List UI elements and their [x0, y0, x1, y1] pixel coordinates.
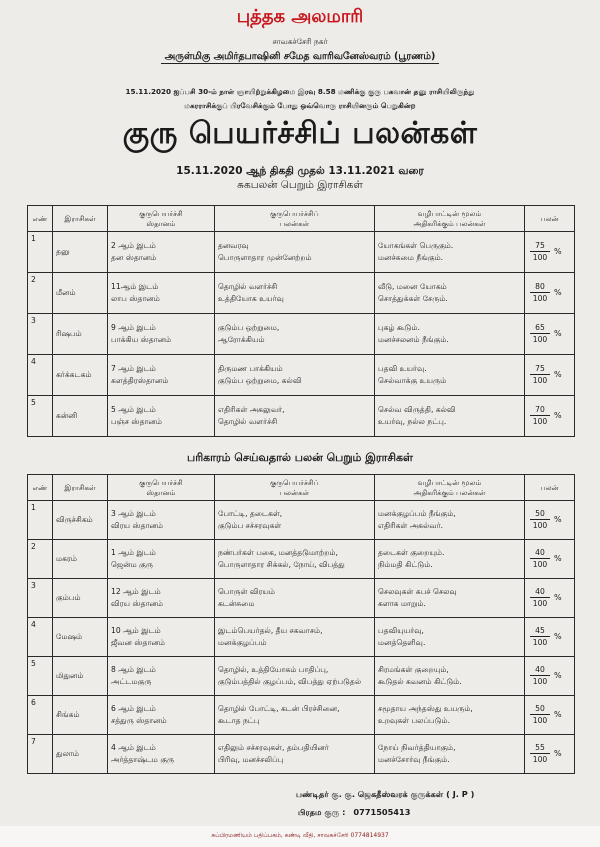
- intro-line-2: மகரராசிக்குப் பிரவேசிக்கும் போது ஒவ்வொரு ராசியினரும் பெறுகின்ற: [184, 101, 416, 110]
- period-line: 15.11.2020 ஆந் திகதி முதல் 13.11.2021 வரை: [176, 165, 424, 177]
- remedy-results-body: [28, 501, 575, 774]
- score-cell: [525, 696, 575, 735]
- percent-sign: %: [554, 554, 562, 563]
- row-number: 3: [28, 579, 53, 618]
- guru-position: 9 ஆம் இடம் பாக்கிய ஸ்தானம்: [108, 314, 215, 355]
- worship-benefits: நோய் நிவர்த்தியாகும், மனச்சோர்வு நீங்கும்.: [375, 735, 525, 774]
- intro-line-1: 15.11.2020 ஐப்பசி 30-ம் நாள் ஞாயிற்றுக்கிழமை இரவு 8.58 மணிக்கு குரு பகவான் தனு ராசியிலிருந்து: [125, 87, 475, 96]
- score-denominator: 100: [532, 599, 548, 608]
- table-row: [28, 618, 575, 657]
- table-row: [28, 735, 575, 774]
- table-row: [28, 396, 575, 437]
- chief-priest-label: பிரதம குரு :: [298, 807, 346, 817]
- score-cell: [525, 540, 575, 579]
- score-denominator: 100: [532, 560, 548, 569]
- percent-sign: %: [554, 247, 562, 256]
- row-number: 2: [28, 273, 53, 314]
- score-denominator: 100: [532, 253, 548, 262]
- section2-heading: பரிகாரம் செய்வதால் பலன் பெறும் இராசிகள்: [187, 451, 413, 464]
- table-row: [28, 540, 575, 579]
- score-cell: [525, 396, 575, 437]
- worship-benefits: யோகங்கள் பெருகும். மனச்சுமை நீங்கும்.: [375, 232, 525, 273]
- score-denominator: 100: [532, 716, 548, 725]
- score-denominator: 100: [532, 417, 548, 426]
- row-number: 5: [28, 396, 53, 437]
- worship-benefits: சமூதாய அந்தஸ்து உயரும், உறவுகள் பலப்படும்.: [375, 696, 525, 735]
- shop-name: புத்தக அலமாரி: [236, 6, 364, 27]
- score-denominator: 100: [532, 521, 548, 530]
- col-score: பலன்: [525, 206, 575, 232]
- guru-position: 12 ஆம் இடம் விரய ஸ்தானம்: [108, 579, 215, 618]
- col-no: எண்: [28, 206, 53, 232]
- percent-sign: %: [554, 288, 562, 297]
- transit-results: தொழில் போட்டி, கடன் பிரச்சினை, கூடாத நட்பு: [215, 696, 375, 735]
- temple-name-text: அருள்மிகு அமிர்தபாஷினி சமேத வாரிவனேஸ்வரம் (பூரணம்): [161, 51, 440, 64]
- row-number: 4: [28, 618, 53, 657]
- score-fraction: [528, 624, 571, 650]
- transit-results: திருமண பாக்கியம் குடும்ப ஒற்றுமை, கல்வி: [215, 355, 375, 396]
- score-value: 75: [530, 363, 550, 375]
- score-cell: [525, 314, 575, 355]
- transit-results: எதிலும் சச்சரவுகள், தம்பதியினர் பிரிவு, மனச்சலிப்பு: [215, 735, 375, 774]
- col-remedy: வழிபாட்டின் மூலம் அதிகரிக்கும் பலன்கள்: [375, 206, 525, 232]
- score-value: 55: [530, 742, 550, 754]
- worship-benefits: பதவி உயர்வு. செல்வாக்கு உயரும்: [375, 355, 525, 396]
- row-number: 6: [28, 696, 53, 735]
- score-denominator: 100: [532, 638, 548, 647]
- score-fraction: [528, 702, 571, 728]
- score-fraction: [528, 362, 571, 388]
- score-cell: [525, 735, 575, 774]
- rasi-name: தனு: [53, 232, 108, 273]
- score-fraction: [528, 321, 571, 347]
- score-value: 80: [530, 281, 550, 293]
- score-fraction: [528, 280, 571, 306]
- col-score: பலன்: [525, 475, 575, 501]
- col-rasi: இராசிகள்: [53, 206, 108, 232]
- score-cell: [525, 657, 575, 696]
- temple-name: [0, 51, 600, 63]
- score-fraction: [528, 663, 571, 689]
- transit-results: நண்பர்கள் பகை, மனத்தடுமாற்றம், பொருளாதார சிக்கல், நோய், விபத்து: [215, 540, 375, 579]
- score-denominator: 100: [532, 335, 548, 344]
- transit-results: தொழில் வளர்ச்சி உத்தியோக உயர்வு: [215, 273, 375, 314]
- worship-benefits: பதவியுயர்வு, மனத்தெளிவு.: [375, 618, 525, 657]
- score-denominator: 100: [532, 677, 548, 686]
- row-number: 1: [28, 501, 53, 540]
- transit-results: தொழில், உத்தியோகம் பாதிப்பு, குடும்பத்தில் குழப்பம், விபத்து ஏற்படுதல்: [215, 657, 375, 696]
- worship-benefits: வீடு, மனை யோகம் சொத்துக்கள் சேரும்.: [375, 273, 525, 314]
- col-rasi: இராசிகள்: [53, 475, 108, 501]
- transit-results: எதிரிகள் அகலுவர், தொழில் வளர்ச்சி: [215, 396, 375, 437]
- table-row: [28, 232, 575, 273]
- guru-position: 7 ஆம் இடம் களத்திரஸ்தானம்: [108, 355, 215, 396]
- rasi-name: சிங்கம்: [53, 696, 108, 735]
- remedy-results-table: [27, 474, 575, 774]
- guru-position: 11ஆம் இடம் லாப ஸ்தானம்: [108, 273, 215, 314]
- percent-sign: %: [554, 411, 562, 420]
- rasi-name: கன்னி: [53, 396, 108, 437]
- phone-number: 0771505413: [353, 807, 411, 817]
- score-value: 40: [530, 586, 550, 598]
- good-results-table: [27, 205, 575, 437]
- row-number: 3: [28, 314, 53, 355]
- row-number: 7: [28, 735, 53, 774]
- rasi-name: மேஷம்: [53, 618, 108, 657]
- guru-position: 1 ஆம் இடம் ஜென்ம குரு: [108, 540, 215, 579]
- score-cell: [525, 273, 575, 314]
- row-number: 1: [28, 232, 53, 273]
- score-fraction: [528, 403, 571, 429]
- score-value: 40: [530, 664, 550, 676]
- col-no: எண்: [28, 475, 53, 501]
- rasi-name: மகரம்: [53, 540, 108, 579]
- percent-sign: %: [554, 671, 562, 680]
- table-row: [28, 657, 575, 696]
- rasi-name: கும்பம்: [53, 579, 108, 618]
- rasi-name: துலாம்: [53, 735, 108, 774]
- guru-position: 5 ஆம் இடம் பஞ்ச ஸ்தானம்: [108, 396, 215, 437]
- town-name: சாவகச்சேரி நகர்: [272, 37, 328, 46]
- percent-sign: %: [554, 632, 562, 641]
- transit-results: குடும்ப ஒற்றுமை, ஆரோக்கியம்: [215, 314, 375, 355]
- row-number: 2: [28, 540, 53, 579]
- section1-heading: சுகபலன் பெறும் இராசிகள்: [237, 179, 363, 191]
- table-row: [28, 314, 575, 355]
- guru-position: 8 ஆம் இடம் அட்டமகுரு: [108, 657, 215, 696]
- percent-sign: %: [554, 370, 562, 379]
- score-cell: [525, 501, 575, 540]
- footer-text: சுப்பிரமணியம் பதிப்பகம், கண்டி வீதி, சாவகச்சேரி 0774814937: [211, 832, 389, 839]
- score-denominator: 100: [532, 755, 548, 764]
- score-value: 70: [530, 404, 550, 416]
- col-results: குருபெயர்ச்சிப் பலன்கள்: [215, 206, 375, 232]
- worship-benefits: சிரமங்கள் குறையும், கூடுதல் கவனம் கிட்டும்.: [375, 657, 525, 696]
- score-denominator: 100: [532, 376, 548, 385]
- score-value: 50: [530, 508, 550, 520]
- percent-sign: %: [554, 593, 562, 602]
- table-row: [28, 696, 575, 735]
- col-results: குருபெயர்ச்சிப் பலன்கள்: [215, 475, 375, 501]
- score-fraction: [528, 546, 571, 572]
- guru-position: 3 ஆம் இடம் விரய ஸ்தானம்: [108, 501, 215, 540]
- score-value: 40: [530, 547, 550, 559]
- row-number: 5: [28, 657, 53, 696]
- rasi-name: கர்க்கடகம்: [53, 355, 108, 396]
- guru-position: 10 ஆம் இடம் ஜீவன ஸ்தானம்: [108, 618, 215, 657]
- worship-benefits: மனக்குழப்பம் நீங்கும், எதிரிகள் அகல்வர்.: [375, 501, 525, 540]
- col-position: குருபெயர்ச்சி ஸ்தானம்: [108, 206, 215, 232]
- transit-results: தனவரவு பொருளாதார முன்னேற்றம்: [215, 232, 375, 273]
- rasi-name: மீனம்: [53, 273, 108, 314]
- transit-results: இடம்பெயர்தல், தீய சகவாசம், மனக்குழப்பம்: [215, 618, 375, 657]
- score-value: 45: [530, 625, 550, 637]
- worship-benefits: செல்வ விருத்தி, கல்வி உயர்வு, நல்ல நட்பு.: [375, 396, 525, 437]
- chief-priest-line: [298, 807, 410, 819]
- worship-benefits: தடைகள் குறையும். நிம்மதி கிட்டும்.: [375, 540, 525, 579]
- guru-position: 4 ஆம் இடம் அர்த்தாஷ்டம குரு: [108, 735, 215, 774]
- percent-sign: %: [554, 515, 562, 524]
- page-title: குரு பெயர்ச்சிப் பலன்கள்: [122, 116, 478, 151]
- score-value: 75: [530, 240, 550, 252]
- guru-position: 6 ஆம் இடம் சத்துரு ஸ்தானம்: [108, 696, 215, 735]
- percent-sign: %: [554, 329, 562, 338]
- worship-benefits: புகழ் கூடும். மனச்சலனம் நீங்கும்.: [375, 314, 525, 355]
- score-cell: [525, 579, 575, 618]
- row-number: 4: [28, 355, 53, 396]
- astrologer-name: பண்டிதர் கு. கு. ஜெகதீஸ்வரக் குருக்கள் ( J. P ): [296, 789, 475, 799]
- score-cell: [525, 355, 575, 396]
- score-fraction: [528, 507, 571, 533]
- table-row: [28, 501, 575, 540]
- rasi-name: விருச்சிகம்: [53, 501, 108, 540]
- score-fraction: [528, 239, 571, 265]
- table-row: [28, 355, 575, 396]
- score-denominator: 100: [532, 294, 548, 303]
- col-remedy: வழிபாட்டின் மூலம் அதிகரிக்கும் பலன்கள்: [375, 475, 525, 501]
- score-value: 50: [530, 703, 550, 715]
- score-cell: [525, 232, 575, 273]
- rasi-name: மிதுனம்: [53, 657, 108, 696]
- table-row: [28, 273, 575, 314]
- transit-results: போட்டி, தடைகள், குடும்ப சச்சரவுகள்: [215, 501, 375, 540]
- worship-benefits: செலவுகள் சுபச் செலவு களாக மாறும்.: [375, 579, 525, 618]
- good-results-body: [28, 232, 575, 437]
- rasi-name: ரிஷபம்: [53, 314, 108, 355]
- score-fraction: [528, 741, 571, 767]
- transit-results: பொருள் விரயம் கடன்சுமை: [215, 579, 375, 618]
- guru-position: 2 ஆம் இடம் தன ஸ்தானம்: [108, 232, 215, 273]
- col-position: குருபெயர்ச்சி ஸ்தானம்: [108, 475, 215, 501]
- percent-sign: %: [554, 749, 562, 758]
- score-cell: [525, 618, 575, 657]
- score-value: 65: [530, 322, 550, 334]
- table-row: [28, 579, 575, 618]
- percent-sign: %: [554, 710, 562, 719]
- score-fraction: [528, 585, 571, 611]
